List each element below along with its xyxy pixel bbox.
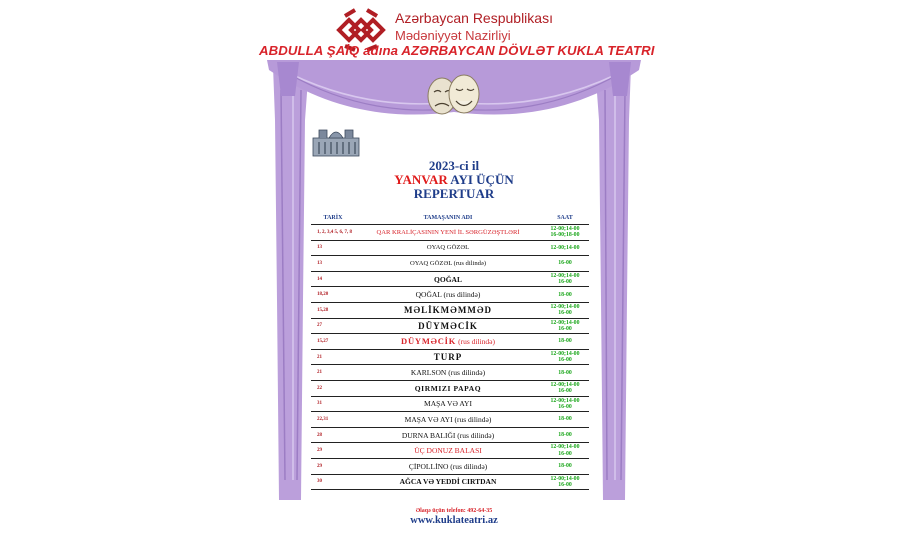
table-row xyxy=(311,318,589,334)
website-link[interactable]: www.kuklateatri.az xyxy=(410,515,498,526)
row-title: QOĞAL xyxy=(355,271,541,287)
ministry-line1: Azərbaycan Respublikası xyxy=(395,10,553,26)
row-date: 21 xyxy=(311,365,355,381)
row-title: MAŞA VƏ AYI xyxy=(355,396,541,412)
row-time: 16-00 xyxy=(541,256,589,272)
row-title: ÜÇ DONUZ BALASI xyxy=(355,443,541,459)
table-row xyxy=(311,302,589,318)
table-row xyxy=(311,256,589,272)
row-title: AĞCA VƏ YEDDİ CIRTDAN xyxy=(355,474,541,490)
row-date: 15,27 xyxy=(311,334,355,350)
row-time: 18-00 xyxy=(541,365,589,381)
row-date: 27 xyxy=(311,318,355,334)
table-row xyxy=(311,225,589,241)
row-date: 14 xyxy=(311,271,355,287)
contact-phone: Əlaqə üçün telefon: 492-64-35 xyxy=(415,508,493,514)
row-title xyxy=(355,334,541,350)
row-time: 18-00 xyxy=(541,287,589,303)
row-title-main: DÜYMƏCİK xyxy=(401,336,457,347)
table-row xyxy=(311,240,589,256)
ministry-name xyxy=(395,10,553,44)
col-title-header: TAMAŞANIN ADI xyxy=(355,212,541,225)
row-date: 29 xyxy=(311,458,355,474)
table-row xyxy=(311,271,589,287)
row-time: 12-00;14-00 16-00 xyxy=(541,380,589,396)
row-title: DÜYMƏCİK xyxy=(355,318,541,334)
row-title: KARLSON (rus dilində) xyxy=(355,365,541,381)
table-row xyxy=(311,474,589,490)
table-row xyxy=(311,380,589,396)
row-date: 30 xyxy=(311,474,355,490)
row-time: 18-00 xyxy=(541,334,589,350)
table-row xyxy=(311,334,589,350)
row-title: TURP xyxy=(355,349,541,365)
theatre-name: ABDULLA ŞAİQ adına AZƏRBAYCAN DÖVLƏT KUKLA TEATRI xyxy=(259,43,655,58)
table-row xyxy=(311,458,589,474)
row-time: 18-00 xyxy=(541,427,589,443)
row-time: 12-00;14-00 16-00;18-00 xyxy=(541,225,589,241)
row-date: 13 xyxy=(311,240,355,256)
month-name: YANVAR xyxy=(394,172,448,187)
schedule-table xyxy=(311,212,589,490)
row-time: 12-00;14-00 16-00 xyxy=(541,302,589,318)
row-title: OYAQ GÖZƏL (rus dilində) xyxy=(355,256,541,272)
row-time: 12-00;14-00 16-00 xyxy=(541,474,589,490)
row-date: 13 xyxy=(311,256,355,272)
table-row xyxy=(311,412,589,428)
row-time: 18-00 xyxy=(541,412,589,428)
col-date-header: TARİX xyxy=(311,212,355,225)
row-date: 15,28 xyxy=(311,302,355,318)
row-title: MƏLİKMƏMMƏD xyxy=(355,302,541,318)
row-time: 12-00;14-00 16-00 xyxy=(541,396,589,412)
table-row xyxy=(311,443,589,459)
row-time: 12-00;14-00 16-00 xyxy=(541,349,589,365)
year-heading: 2023-ci il xyxy=(428,158,480,173)
table-row xyxy=(311,365,589,381)
row-date: 29 xyxy=(311,443,355,459)
row-title: QAR KRALİÇASININ YENİ İL SƏRGÜZƏŞTLƏRİ xyxy=(355,225,541,241)
repertoire-poster xyxy=(259,0,655,540)
row-date: 31 xyxy=(311,396,355,412)
row-title: MAŞA VƏ AYI (rus dilində) xyxy=(355,412,541,428)
row-time: 12-00;14-00 xyxy=(541,240,589,256)
row-date: 1, 2, 3,4 5, 6, 7, 8 xyxy=(311,225,355,241)
row-date: 21 xyxy=(311,349,355,365)
row-time: 12-00;14-00 16-00 xyxy=(541,271,589,287)
row-date: 22,31 xyxy=(311,412,355,428)
ministry-line2: Mədəniyyət Nazirliyi xyxy=(395,28,511,43)
table-row xyxy=(311,287,589,303)
row-title: ÇİPOLLİNO (rus dilində) xyxy=(355,458,541,474)
table-row xyxy=(311,349,589,365)
theatre-masks-icon xyxy=(428,75,479,114)
row-title: QOĞAL (rus dilində) xyxy=(355,287,541,303)
repertoire-heading: REPERTUAR xyxy=(413,186,495,201)
row-title: DURNA BALIĞI (rus dilində) xyxy=(355,427,541,443)
row-date: 22 xyxy=(311,380,355,396)
col-time-header: SAAT xyxy=(541,212,589,225)
month-suffix: AYI ÜÇÜN xyxy=(450,172,514,187)
row-time: 18-00 xyxy=(541,458,589,474)
row-date: 18,20 xyxy=(311,287,355,303)
theatre-building-icon xyxy=(311,124,361,158)
row-title: QIRMIZI PAPAQ xyxy=(355,380,541,396)
table-row xyxy=(311,427,589,443)
row-date: 28 xyxy=(311,427,355,443)
row-title: OYAQ GÖZƏL xyxy=(355,240,541,256)
table-row xyxy=(311,396,589,412)
table-header-row xyxy=(311,212,589,225)
row-time: 12-00;14-00 16-00 xyxy=(541,443,589,459)
row-title-suffix: (rus dilində) xyxy=(456,337,495,347)
row-time: 12-00;14-00 16-00 xyxy=(541,318,589,334)
